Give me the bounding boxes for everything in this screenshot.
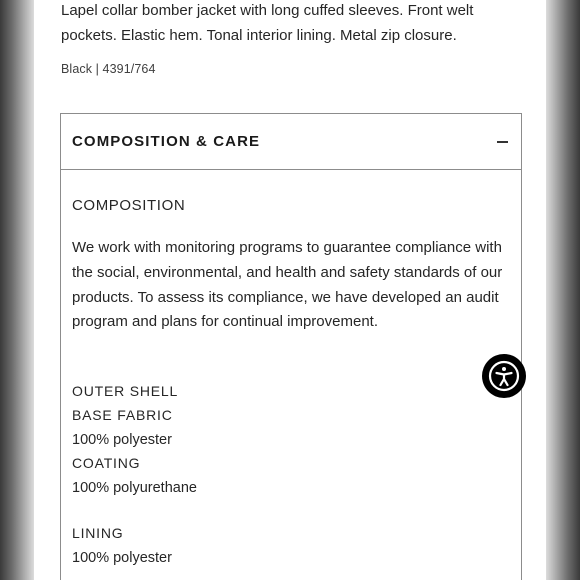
lining-label: LINING xyxy=(72,525,124,541)
outer-shell-label: OUTER SHELL xyxy=(72,383,179,399)
composition-care-panel xyxy=(60,113,522,580)
product-color-reference: Black | 4391/764 xyxy=(61,62,156,76)
minus-icon[interactable] xyxy=(497,141,508,143)
lining-value: 100% polyester xyxy=(72,550,172,566)
product-description: Lapel collar bomber jacket with long cuffed sleeves. Front welt pockets. Elastic hem. Tonal interior lining. Metal zip closure. xyxy=(61,2,474,44)
compliance-text: We work with monitoring programs to guarantee compliance with the social, environmental, and health and safety standards of our products. To assess its compliance, we have developed an audit program and plans for continual improvement. xyxy=(72,239,503,331)
left-border xyxy=(0,0,34,580)
composition-care-header[interactable] xyxy=(61,114,521,170)
accessibility-icon xyxy=(482,354,526,398)
right-border xyxy=(546,0,580,580)
accessibility-button[interactable] xyxy=(482,354,526,398)
base-fabric-label: BASE FABRIC xyxy=(72,407,173,423)
product-page xyxy=(34,0,546,580)
panel-title: COMPOSITION & CARE xyxy=(72,133,261,150)
composition-heading: COMPOSITION xyxy=(72,197,186,214)
coating-value: 100% polyurethane xyxy=(72,480,197,496)
base-fabric-value: 100% polyester xyxy=(72,432,172,448)
coating-label: COATING xyxy=(72,455,141,471)
